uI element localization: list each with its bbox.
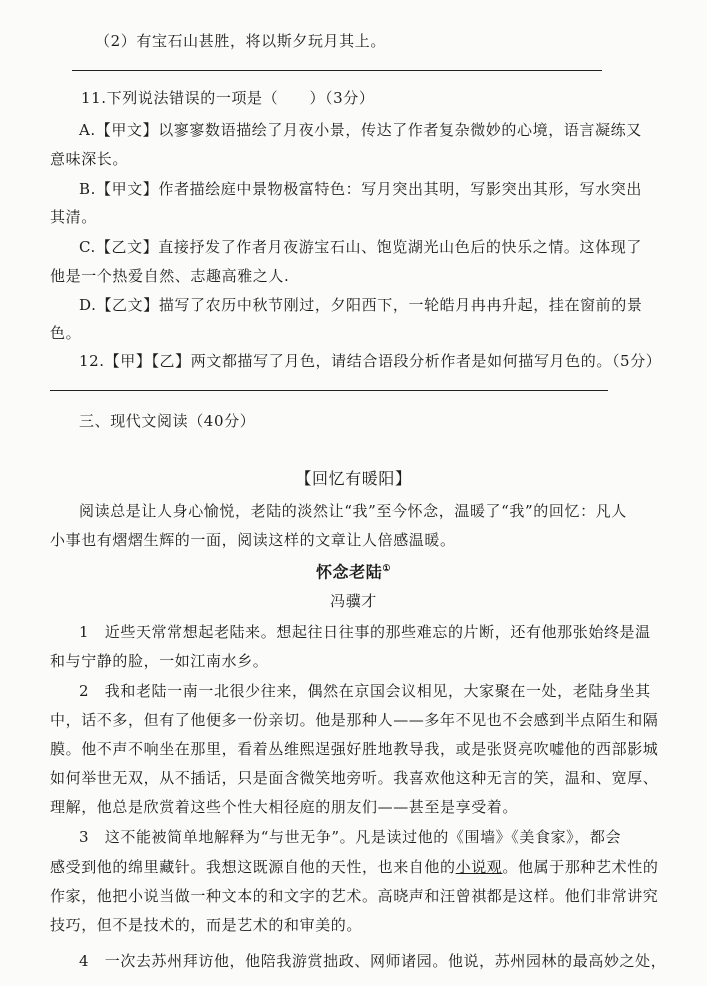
footnote-marker: ①: [382, 564, 392, 574]
q11-option-b-cont: 其清。: [50, 208, 97, 226]
essay-author: 冯骥才: [330, 592, 377, 610]
q11-option-a-cont: 意味深长。: [50, 150, 129, 168]
paragraph-2-line: 理解，他总是欣赏着这些个性大相径庭的朋友们——甚至是享受着。: [50, 798, 519, 816]
paragraph-2-line: 中，话不多，但有了他便多一份亲切。他是那种人——多年不见也不会感到半点陌生和隔: [50, 711, 659, 729]
paragraph-1-line: 1 近些天常常想起老陆来。想起往日往事的那些难忘的片断，还有他那张始终是温: [79, 623, 651, 641]
q11-option-d: D.【乙文】描写了农历中秋节刚过，夕阳西下，一轮皓月冉冉升起，挂在窗前的景: [79, 296, 643, 314]
intro-line-2: 小事也有熠熠生辉的一面，阅读这样的文章让人倍感温暖。: [50, 531, 456, 549]
essay-title: [0, 558, 707, 583]
paragraph-3-line: 技巧，但不是技术的，而是艺术的和审美的。: [50, 916, 363, 934]
q11-option-a: A.【甲文】以寥寥数语描绘了月夜小景，传达了作者复杂微妙的心境，语言凝练又: [79, 121, 642, 139]
paragraph-3-text: 感受到他的绵里藏针。我想这既源自他的天性，也来自他的: [50, 858, 456, 876]
paragraph-3-line: [50, 856, 658, 878]
essay-title-text: 怀念老陆: [315, 562, 383, 582]
q11-option-b: B.【甲文】作者描绘庭中景物极富特色：写月突出其明，写影突出其形，写水突出: [79, 180, 642, 198]
q11-option-d-cont: 色。: [50, 324, 82, 342]
intro-line-1: 阅读总是让人身心愉悦，老陆的淡然让“我”至今怀念，温暖了“我”的回忆：凡人: [79, 502, 627, 520]
paragraph-3-line: 3 这不能被简单地解释为“与世无争”。凡是读过他的《围墙》《美食家》，都会: [79, 828, 622, 846]
answer-line: [72, 70, 602, 71]
q10-item-2: （2）有宝石山甚胜，将以斯夕玩月其上。: [95, 32, 386, 50]
paragraph-4-line: 4 一次去苏州拜访他，他陪我游赏拙政、网师诸园。他说，苏州园林的最高妙之处，: [79, 952, 667, 970]
paragraph-1-line: 和与宁静的脸，一如江南水乡。: [50, 652, 269, 670]
paragraph-2-line: 膜。他不声不响坐在那里，看着丛维熙逞强好胜地教导我，或是张贤亮吹嘘他的西部影城: [50, 740, 659, 758]
q11-stem: 11.下列说法错误的一项是（ ）（3分）: [81, 89, 375, 107]
theme-title: 【回忆有暖阳】: [295, 469, 412, 488]
answer-line: [50, 390, 608, 391]
paragraph-3-text: 。他属于那种艺术性的: [502, 858, 659, 876]
q11-option-c: C.【乙文】直接抒发了作者月夜游宝石山、饱览湖光山色后的快乐之情。这体现了: [79, 238, 642, 256]
paragraph-2-line: 2 我和老陆一南一北很少往来，偶然在京国会议相见，大家聚在一处，老陆身坐其: [79, 682, 651, 700]
section-heading: 三、现代文阅读（40分）: [79, 412, 256, 430]
q12-stem: 12.【甲】【乙】两文都描写了月色，请结合语段分析作者是如何描写月色的。（5分）: [79, 352, 662, 370]
paragraph-3-line: 作家，他把小说当做一种文本的和文字的艺术。高晓声和汪曾祺都是这样。他们非常讲究: [50, 887, 659, 905]
q11-option-c-cont: 他是一个热爱自然、志趣高雅之人.: [50, 267, 290, 285]
paragraph-2-line: 如何举世无双，从不插话，只是面含微笑地旁听。我喜欢他这种无言的笑，温和、宽厚、: [50, 769, 659, 787]
underlined-term: 小说观: [455, 858, 503, 876]
